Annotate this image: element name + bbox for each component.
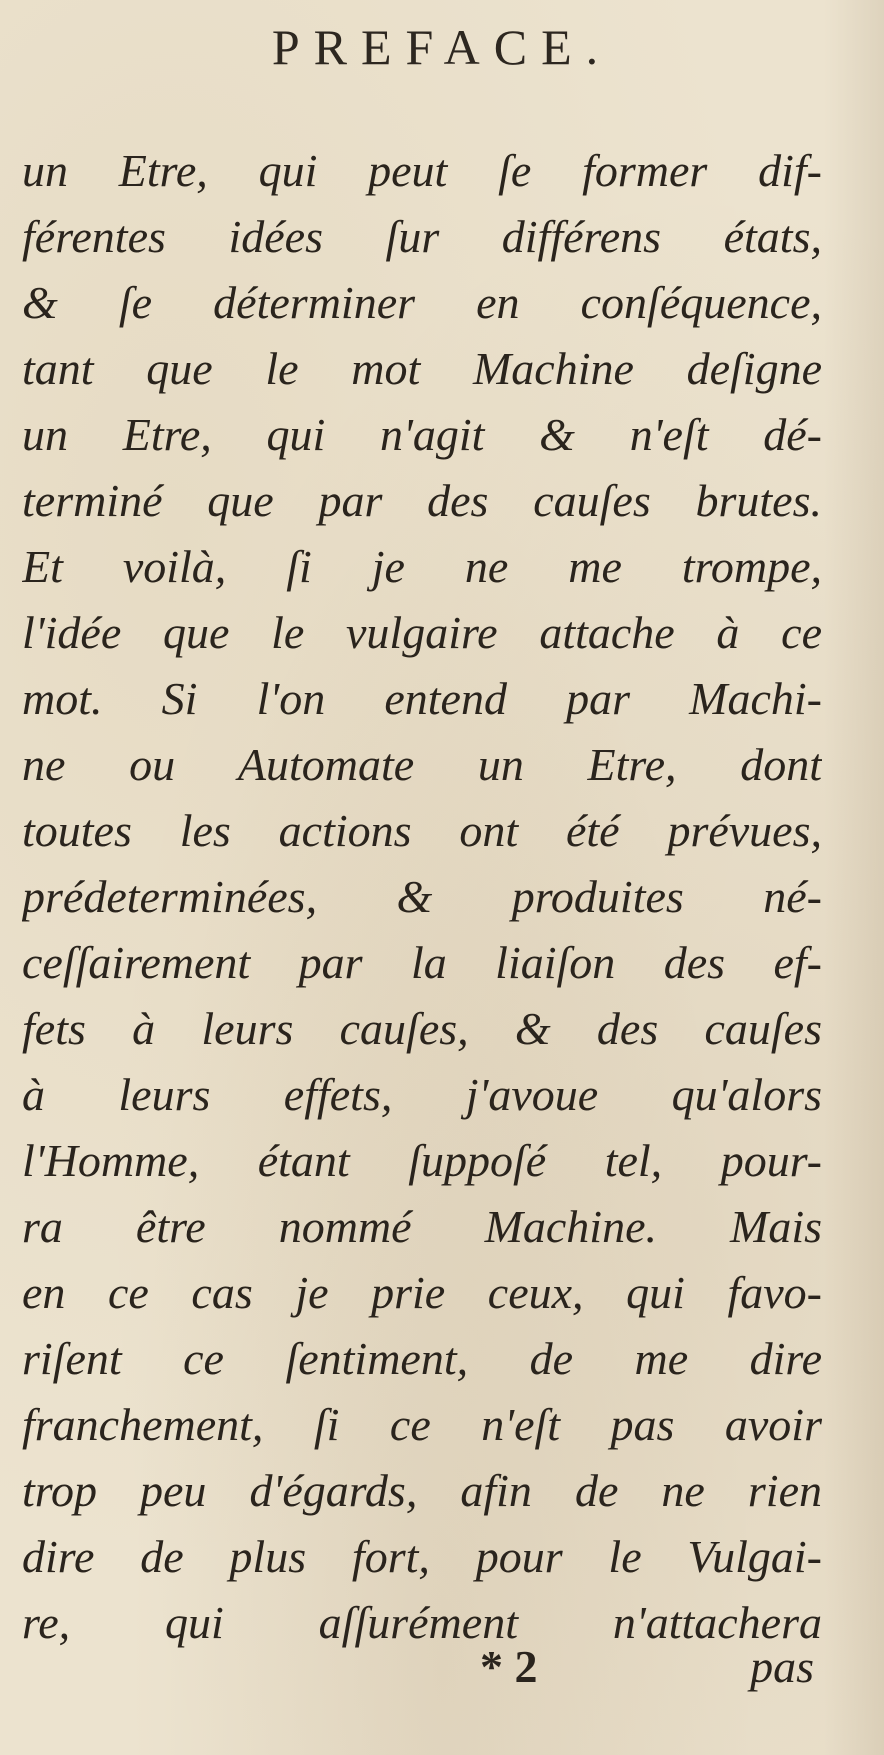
text-line: terminé que par des cauſes brutes. <box>22 475 822 526</box>
text-line: l'idée que le vulgaire attache à ce <box>22 607 822 658</box>
text-line: fets à leurs cauſes, & des cauſes <box>22 1003 822 1054</box>
text-line: mot. Si l'on entend par Machi- <box>22 673 822 724</box>
text-line: férentes idées ſur différens états, <box>22 211 822 262</box>
text-line: en ce cas je prie ceux, qui favo- <box>22 1267 822 1318</box>
text-line: dire de plus fort, pour le Vulgai- <box>22 1531 822 1582</box>
text-line: franchement, ſi ce n'eſt pas avoir <box>22 1399 822 1450</box>
text-line: un Etre, qui n'agit & n'eſt dé- <box>22 409 822 460</box>
catchword: pas <box>750 1641 814 1692</box>
text-line: Et voilà, ſi je ne me trompe, <box>22 541 822 592</box>
text-line: l'Homme, étant ſuppoſé tel, pour- <box>22 1135 822 1186</box>
running-header: PREFACE. <box>271 19 613 75</box>
text-line: un Etre, qui peut ſe former dif- <box>22 145 822 196</box>
text-line: prédeterminées, & produites né- <box>22 871 822 922</box>
text-line: ne ou Automate un Etre, dont <box>22 739 822 790</box>
text-line: re, qui aſſurément n'attachera <box>22 1597 822 1648</box>
text-line: tant que le mot Machine deſigne <box>22 343 822 394</box>
text-line: trop peu d'égards, afin de ne rien <box>22 1465 822 1516</box>
text-line: ra être nommé Machine. Mais <box>22 1201 822 1252</box>
page-footer <box>0 1640 884 1700</box>
text-line: toutes les actions ont été prévues, <box>22 805 822 856</box>
page-edge-shadow <box>824 0 884 1755</box>
text-line: ceſſairement par la liaiſon des ef- <box>22 937 822 988</box>
signature-mark: * 2 <box>480 1641 538 1692</box>
text-line: & ſe déterminer en conſéquence, <box>22 277 822 328</box>
text-block <box>22 138 822 1656</box>
text-line: riſent ce ſentiment, de me dire <box>22 1333 822 1384</box>
text-line: à leurs effets, j'avoue qu'alors <box>22 1069 822 1120</box>
